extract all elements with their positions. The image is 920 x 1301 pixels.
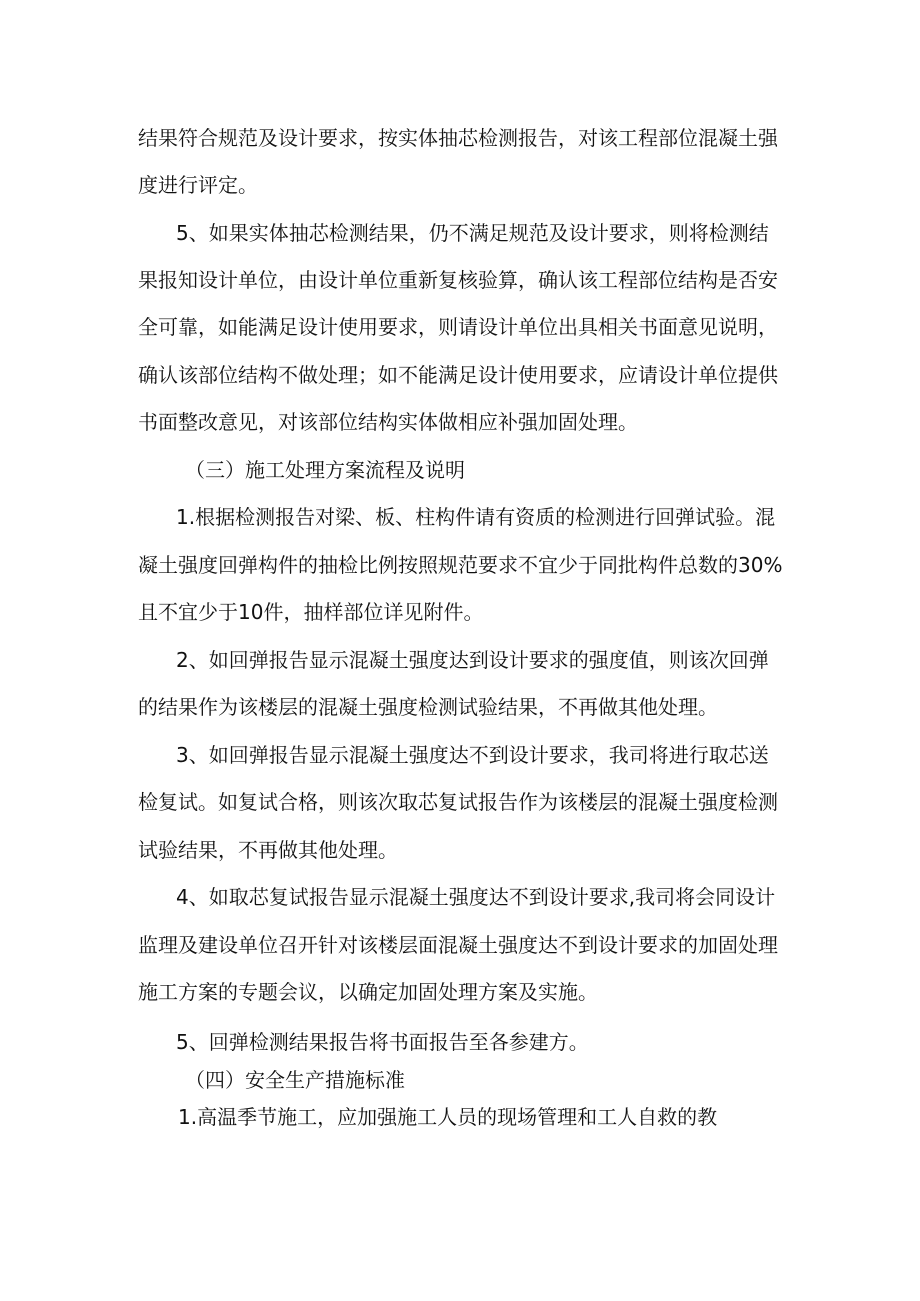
item-5-line-3: 全可靠，如能满足设计使用要求，则请设计单位出具相关书面意见说明，: [138, 315, 778, 339]
step-1-line-1: 1.根据检测报告对梁、板、柱构件请有资质的检测进行回弹试验。混: [176, 505, 776, 529]
step-4-line-3: 施工方案的专题会议，以确定加固处理方案及实施。: [138, 980, 598, 1004]
step-2-line-2: 的结果作为该楼层的混凝土强度检测试验结果，不再做其他处理。: [138, 695, 718, 719]
step-4-line-2: 监理及建设单位召开针对该楼层面混凝土强度达不到设计要求的加固处理: [138, 933, 778, 957]
step-5-line-1: 5、回弹检测结果报告将书面报告至各参建方。: [176, 1030, 589, 1054]
safety-item-1-line-1: 1.高温季节施工，应加强施工人员的现场管理和工人自救的教: [178, 1105, 718, 1129]
item-5-line-1: 5、如果实体抽芯检测结果，仍不满足规范及设计要求，则将检测结: [176, 221, 769, 245]
item-5-line-5: 书面整改意见，对该部位结构实体做相应补强加固处理。: [138, 410, 638, 434]
paragraph-line-1: 结果符合规范及设计要求，按实体抽芯检测报告，对该工程部位混凝土强: [138, 126, 778, 150]
step-3-line-3: 试验结果，不再做其他处理。: [138, 838, 398, 862]
step-2-line-1: 2、如回弹报告显示混凝土强度达到设计要求的强度值，则该次回弹: [176, 648, 769, 672]
step-1-line-2: 凝土强度回弹构件的抽检比例按照规范要求不宜少于同批构件总数的30%: [138, 553, 783, 577]
step-3-line-2: 检复试。如复试合格，则该次取芯复试报告作为该楼层的混凝土强度检测: [138, 790, 778, 814]
section-heading-3: （三）施工处理方案流程及说明: [185, 458, 465, 482]
paragraph-line-2: 度进行评定。: [138, 173, 258, 197]
item-5-line-4: 确认该部位结构不做处理；如不能满足设计使用要求，应请设计单位提供: [138, 363, 778, 387]
step-3-line-1: 3、如回弹报告显示混凝土强度达不到设计要求，我司将进行取芯送: [176, 743, 769, 767]
section-heading-4: （四）安全生产措施标准: [185, 1068, 405, 1092]
step-4-line-1: 4、如取芯复试报告显示混凝土强度达不到设计要求,我司将会同设计: [176, 885, 776, 909]
step-1-line-3: 且不宜少于10件，抽样部位详见附件。: [138, 600, 484, 624]
item-5-line-2: 果报知设计单位，由设计单位重新复核验算，确认该工程部位结构是否安: [138, 268, 778, 292]
